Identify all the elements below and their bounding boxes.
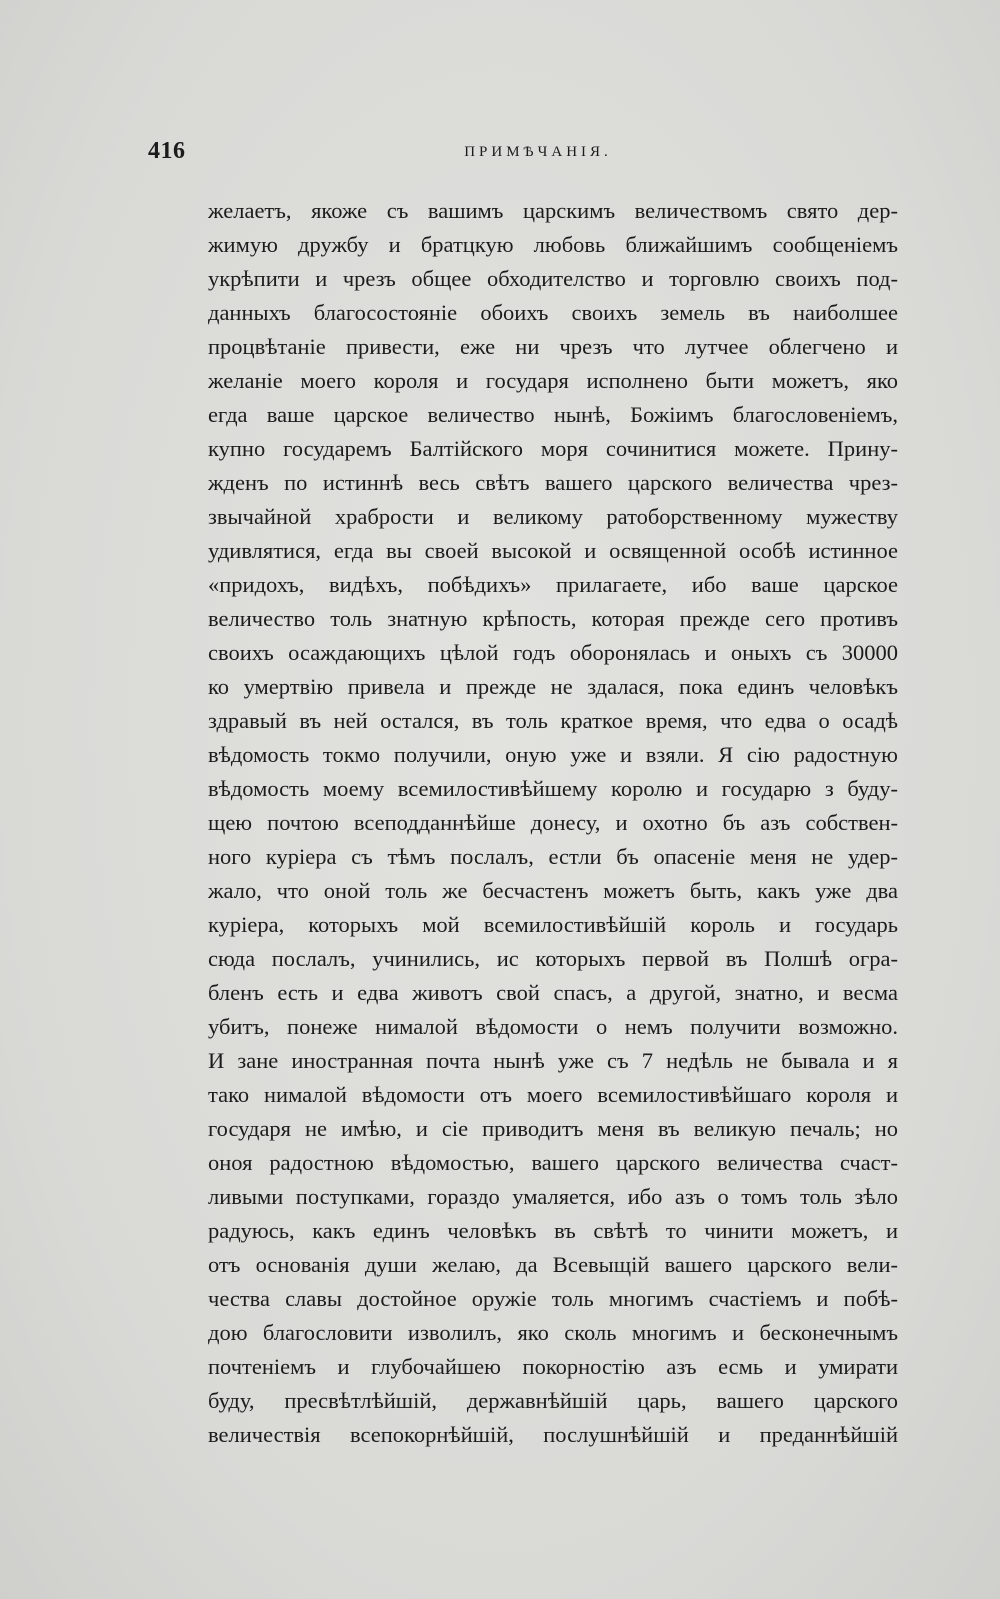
- text-line: [208, 534, 898, 568]
- text-line: [208, 262, 898, 296]
- text-line: [208, 704, 898, 738]
- text-line: [208, 1146, 898, 1180]
- text-line-content: «придохъ, видѣхъ, побѣдихъ» прилагаете, ибо ваше царское: [208, 572, 898, 597]
- text-line: [208, 1418, 898, 1452]
- text-line-content: данныхъ благосостояніе обоихъ своихъ земель въ наиболшее: [208, 300, 898, 325]
- text-line-content: ливыми поступками, гораздо умаляется, ибо азъ о томъ толь зѣло: [208, 1184, 898, 1209]
- text-line-content: тако нималой вѣдомости отъ моего всемилостивѣйшаго короля и: [208, 1082, 898, 1107]
- text-line-content: почтеніемъ и глубочайшею покорностію азъ есмь и умирати: [208, 1354, 898, 1379]
- running-title: ПРИМѢЧАНІЯ.: [464, 144, 612, 160]
- text-line: [208, 568, 898, 602]
- page-number: 416: [148, 138, 186, 164]
- text-line-content: сюда послалъ, учинились, ис которыхъ первой въ Полшѣ огра-: [208, 946, 898, 971]
- text-line-content: буду, пресвѣтлѣйшій, державнѣйшій царь, вашего царского: [208, 1388, 898, 1413]
- body-text: [208, 194, 898, 1452]
- text-line: [208, 398, 898, 432]
- text-line: [208, 1248, 898, 1282]
- text-line-content: И зане иностранная почта нынѣ уже съ 7 недѣль не бывала и я: [208, 1048, 898, 1073]
- text-line: [208, 432, 898, 466]
- text-line-content: государя не имѣю, и сіе приводитъ меня въ великую печаль; но: [208, 1116, 898, 1141]
- text-line-content: убитъ, понеже нималой вѣдомости о немъ получити возможно.: [208, 1014, 898, 1039]
- text-line: [208, 228, 898, 262]
- text-line: [208, 976, 898, 1010]
- text-line-content: укрѣпити и чрезъ общее обходителство и торговлю своихъ под-: [208, 266, 898, 291]
- text-line: [208, 1010, 898, 1044]
- text-line-content: жало, что оной толь же бесчастенъ можетъ быть, какъ уже два: [208, 878, 898, 903]
- text-line: [208, 670, 898, 704]
- text-line-content: вѣдомость моему всемилостивѣйшему королю и государю з буду-: [208, 776, 898, 801]
- text-line-content: жденъ по истиннѣ весь свѣтъ вашего царского величества чрез-: [208, 470, 898, 495]
- text-line: [208, 1384, 898, 1418]
- text-line: [208, 500, 898, 534]
- text-line: [208, 1078, 898, 1112]
- text-line-content: желаетъ, якоже съ вашимъ царскимъ величествомъ свято дер-: [208, 198, 898, 223]
- text-line: [208, 466, 898, 500]
- text-line-content: отъ основанія души желаю, да Всевыщій вашего царского вели-: [208, 1252, 898, 1277]
- text-line: [208, 840, 898, 874]
- text-line: [208, 908, 898, 942]
- text-line: [208, 1214, 898, 1248]
- text-line-content: радуюсь, какъ единъ человѣкъ въ свѣтѣ то чинити можетъ, и: [208, 1218, 898, 1243]
- text-line-content: щею почтою всеподданнѣйше донесу, и охотно бъ азъ собствен-: [208, 810, 898, 835]
- text-line-content: ного куріера съ тѣмъ послалъ, естли бъ опасеніе меня не удер-: [208, 844, 898, 869]
- text-line-content: желаніе моего короля и государя исполнено быти можетъ, яко: [208, 368, 898, 393]
- text-line: [208, 1112, 898, 1146]
- text-line-content: куріера, которыхъ мой всемилостивѣйшій король и государь: [208, 912, 898, 937]
- text-line: [208, 194, 898, 228]
- text-line-content: жимую дружбу и братцкую любовь ближайшимъ сообщеніемъ: [208, 232, 898, 257]
- text-line-content: удивлятися, егда вы своей высокой и освященной особѣ истинное: [208, 538, 898, 563]
- text-line: [208, 874, 898, 908]
- text-line-content: здравый въ ней остался, въ толь краткое время, что едва о осадѣ: [208, 708, 898, 733]
- text-line: [208, 942, 898, 976]
- text-line-content: ко умертвію привела и прежде не здалася, пока единъ человѣкъ: [208, 674, 898, 699]
- text-line-content: процвѣтаніе привести, еже ни чрезъ что лутчее облегчено и: [208, 334, 898, 359]
- text-line: [208, 772, 898, 806]
- text-line: [208, 364, 898, 398]
- text-line: [208, 296, 898, 330]
- text-line-content: дою благословити изволилъ, яко сколь многимъ и бесконечнымъ: [208, 1320, 898, 1345]
- text-line: [208, 806, 898, 840]
- text-line: [208, 636, 898, 670]
- text-line: [208, 738, 898, 772]
- text-line: [208, 1044, 898, 1078]
- text-line: [208, 1350, 898, 1384]
- text-line-content: звычайной храбрости и великому ратоборственному мужеству: [208, 504, 898, 529]
- text-line-content: оноя радостною вѣдомостью, вашего царского величества счаст-: [208, 1150, 898, 1175]
- text-line: [208, 602, 898, 636]
- text-line: [208, 330, 898, 364]
- text-line-content: бленъ есть и едва животъ свой спасъ, а другой, знатно, и весма: [208, 980, 898, 1005]
- text-line-content: величествія всепокорнѣйшій, послушнѣйшій и преданнѣйшій: [208, 1422, 898, 1447]
- text-line-content: своихъ осаждающихъ цѣлой годъ оборонялась и оныхъ съ 30000: [208, 640, 898, 665]
- text-line-content: егда ваше царское величество нынѣ, Божіимъ благословеніемъ,: [208, 402, 898, 427]
- text-line-content: вѣдомость токмо получили, оную уже и взяли. Я сію радостную: [208, 742, 898, 767]
- text-line: [208, 1316, 898, 1350]
- text-line-content: чества славы достойное оружіе толь многимъ счастіемъ и побѣ-: [208, 1286, 898, 1311]
- text-line-content: величество толь знатную крѣпость, которая прежде сего противъ: [208, 606, 898, 631]
- text-line: [208, 1180, 898, 1214]
- page-header: [148, 138, 888, 178]
- text-line: [208, 1282, 898, 1316]
- text-line-content: купно государемъ Балтійского моря сочинитися можете. Прину-: [208, 436, 898, 461]
